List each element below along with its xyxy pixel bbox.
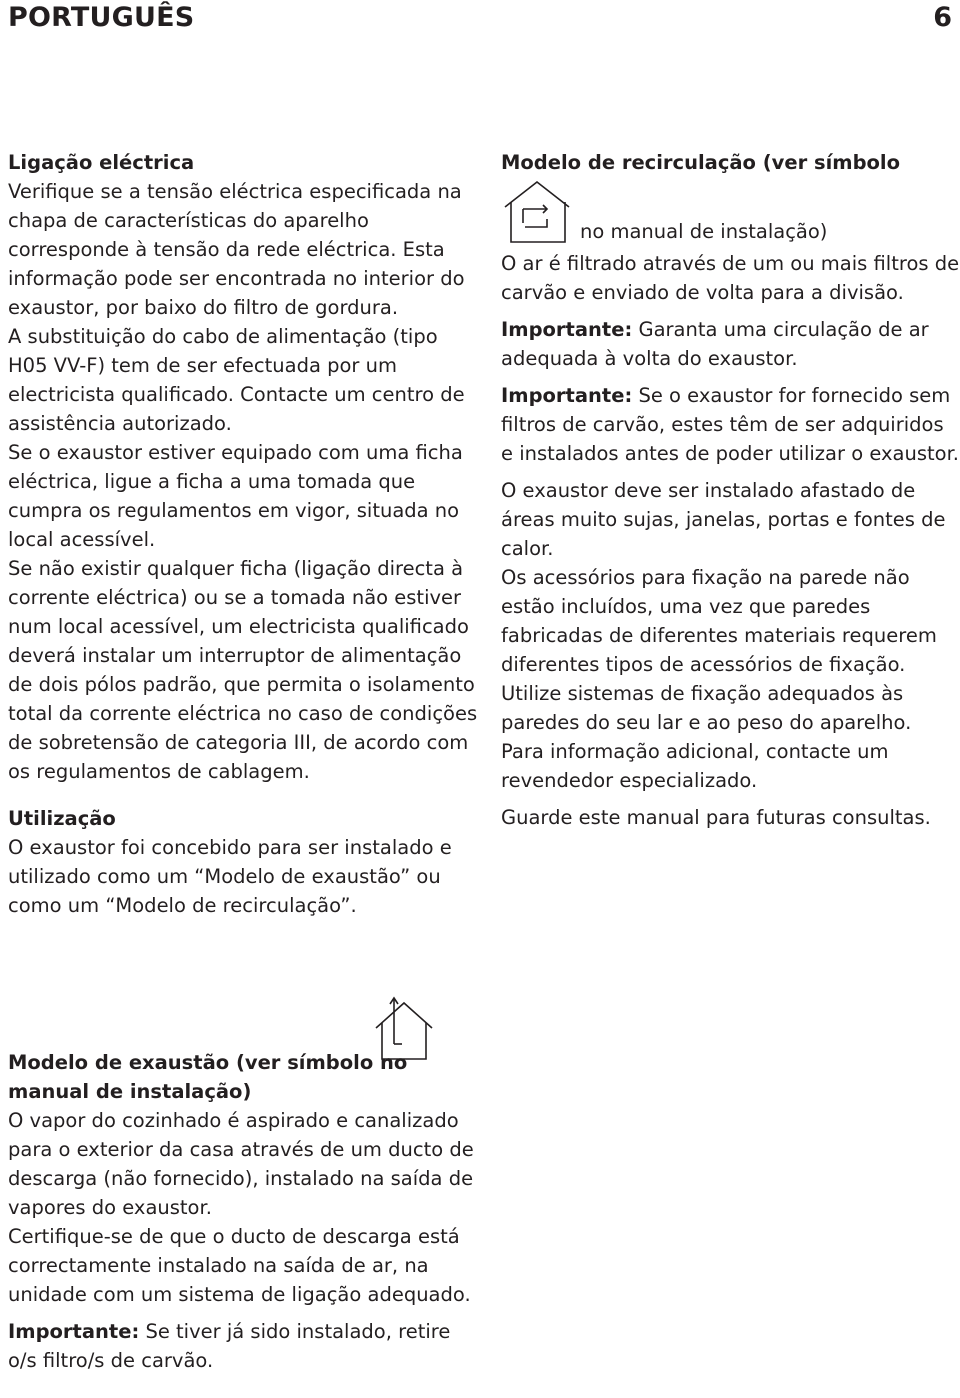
recirculation-icon-row	[501, 177, 960, 249]
important-label: Importante:	[501, 318, 633, 341]
page-number: 6	[933, 2, 952, 33]
electrical-paragraph-cable: A substituição do cabo de alimentação (tipo H05 VV-F) tem de ser efectuada por um electricista qualificado. Contacte um centro de assistência autorizado.	[8, 325, 465, 435]
recirculation-paragraph: O ar é filtrado através de um ou mais filtros de carvão e enviado de volta para a divisão.	[501, 252, 960, 304]
important-airflow-note	[501, 315, 960, 373]
important-label: Importante:	[501, 384, 633, 407]
important-filters-note	[501, 381, 960, 468]
electrical-paragraph-plug: Se o exaustor estiver equipado com uma ficha eléctrica, ligue a ficha a uma tomada que cumpra os regulamentos em vigor, situada no local acessível.	[8, 441, 463, 551]
electrical-paragraph-switch: Se não existir qualquer ficha (ligação directa à corrente eléctrica) ou se a tomada não estiver num local acessível, um electricista qualificado deverá instalar um interruptor de alimentação de dois pólos padrão, que permita o isolamento total da corrente eléctrica no caso de condições de sobretensão de categoria III, de acordo com os regulamentos de cablagem.	[8, 557, 478, 783]
recirculation-heading-cont: no manual de instalação)	[580, 220, 828, 243]
keep-manual-paragraph: Guarde este manual para futuras consultas.	[501, 806, 931, 829]
electrical-paragraph-voltage: Verifique se a tensão eléctrica especificada na chapa de características do aparelho corresponde à tensão da rede eléctrica. Esta informação pode ser encontrada no interior do exaustor, por baixo do filtro de gordura.	[8, 180, 465, 319]
electrical-connection-heading: Ligação eléctrica	[8, 151, 195, 174]
fixing-systems-paragraph: Utilize sistemas de fixação adequados às paredes do seu lar e ao peso do aparelho.	[501, 682, 912, 734]
page-header	[0, 0, 960, 44]
exhaust-paragraph-vapour: O vapor do cozinhado é aspirado e canalizado para o exterior da casa através de um ducto de descarga (não fornecido), instalado na saída de vapores do exaustor.	[8, 1109, 474, 1219]
usage-heading: Utilização	[8, 807, 116, 830]
install-distance-paragraph: O exaustor deve ser instalado afastado de áreas muito sujas, janelas, portas e fontes de calor.	[501, 479, 946, 560]
usage-paragraph: O exaustor foi concebido para ser instalado e utilizado como um “Modelo de exaustão” ou como um “Modelo de recirculação”.	[8, 836, 452, 917]
right-column	[501, 148, 960, 832]
accessories-paragraph: Os acessórios para fixação na parede não estão incluídos, uma vez que paredes fabricadas de diferentes materiais requerem diferentes tipos de acessórios de fixação.	[501, 566, 937, 676]
exhaust-paragraph-duct: Certifique-se de que o ducto de descarga está correctamente instalado na saída de ar, na unidade com um sistema de ligação adequado.	[8, 1225, 471, 1306]
left-column	[8, 148, 478, 920]
important-text: Se o exaustor for fornecido sem filtros de carvão, estes têm de ser adquiridos e instalados antes de poder utilizar o exaustor.	[501, 384, 959, 465]
exhaust-model-section	[8, 1048, 478, 1375]
language-title: PORTUGUÊS	[8, 2, 195, 33]
more-info-paragraph: Para informação adicional, contacte um revendedor especializado.	[501, 740, 889, 792]
exhaust-important-note	[8, 1317, 478, 1375]
important-text: Garanta uma circulação de ar adequada à volta do exaustor.	[501, 318, 929, 370]
important-label: Importante:	[8, 1320, 140, 1343]
exhaust-model-heading: Modelo de exaustão (ver símbolo no manual de instalação)	[8, 1051, 408, 1103]
recirculation-heading: Modelo de recirculação (ver símbolo	[501, 151, 901, 174]
important-text: Se tiver já sido instalado, retire o/s filtro/s de carvão.	[8, 1320, 451, 1372]
